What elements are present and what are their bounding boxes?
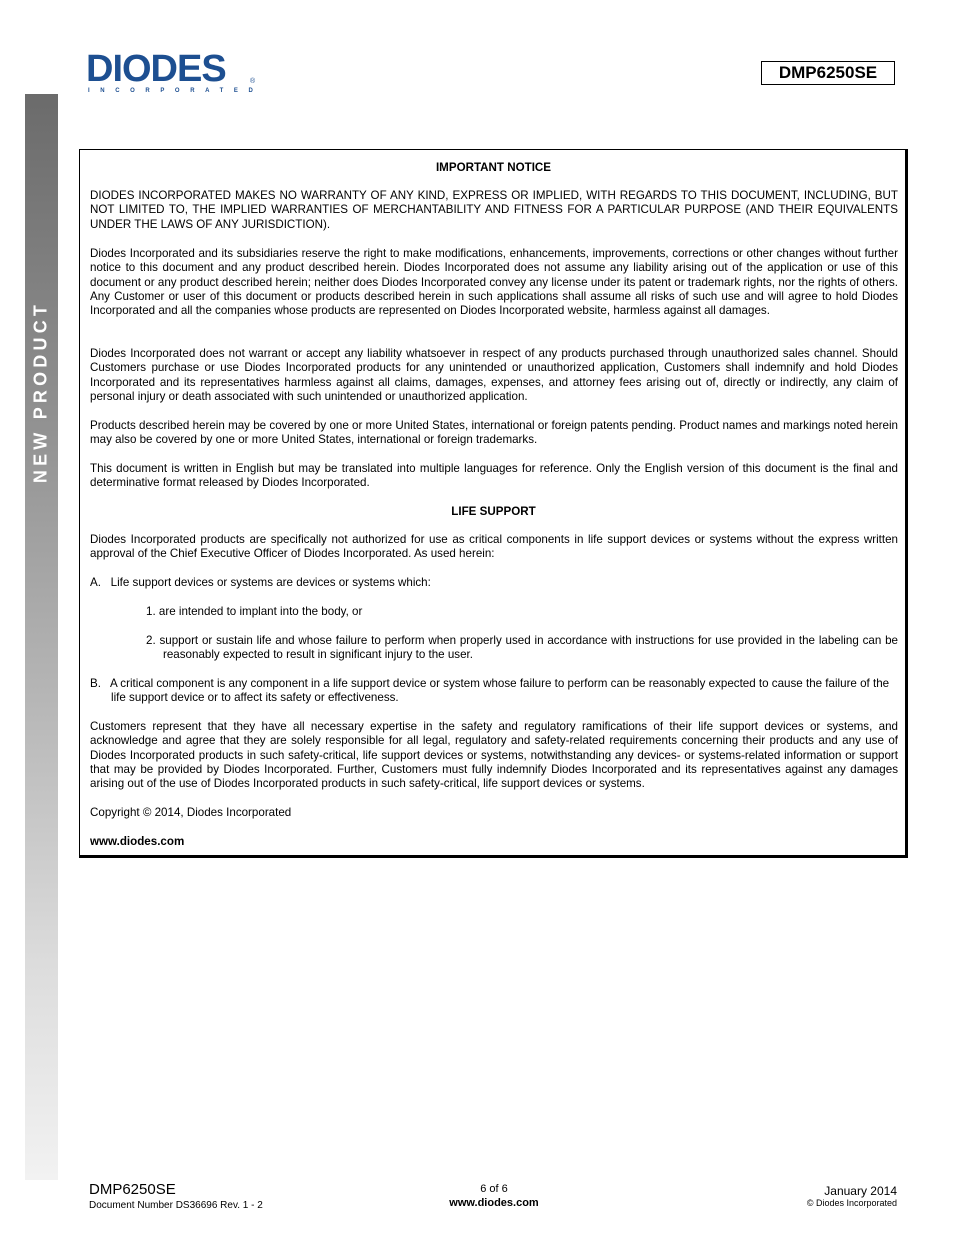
life-support-intro: Diodes Incorporated products are specifically not authorized for use as critical components in life support devices or systems without the express written approval of the Chief Executive Officer of Diodes Incorporated. As used herein:	[90, 533, 898, 561]
notice-paragraph-language: This document is written in English but may be translated into multiple languages for reference. Only the English version of this document is the final and determinative format released by Diodes Incorporated.	[90, 462, 898, 490]
life-support-item-a2: 2. support or sustain life and whose failure to perform when properly used in accordance with instructions for use provided in the labeling can be reasonably expected to result in significant injury to the user.	[146, 634, 898, 662]
footer-part-number: DMP6250SE	[89, 1181, 176, 1198]
footer-page-number: 6 of 6	[480, 1183, 508, 1195]
logo-subtext: INCORPORATED	[88, 88, 264, 94]
footer-website-link[interactable]: www.diodes.com	[449, 1197, 539, 1209]
life-support-title: LIFE SUPPORT	[451, 505, 536, 518]
life-support-item-a: A. Life support devices or systems are devices or systems which:	[90, 576, 431, 589]
life-support-item-b: B. A critical component is any component in a life support device or system whose failure to perform can be reasonably expected to cause the failure of the life support device or to affect its safety or effectiveness.	[90, 677, 893, 705]
important-notice-title: IMPORTANT NOTICE	[435, 161, 552, 174]
notice-website-link[interactable]: www.diodes.com	[90, 835, 185, 848]
part-number-box: DMP6250SE	[761, 61, 895, 85]
notice-paragraph-warranty: DIODES INCORPORATED MAKES NO WARRANTY OF ANY KIND, EXPRESS OR IMPLIED, WITH REGARDS TO THIS DOCUMENT, INCLUDING, BUT NOT LIMITED TO, THE IMPLIED WARRANTIES OF MERCHANTABILITY AND FITNESS FOR A PARTICULAR PURPOSE (AND THEIR EQUIVALENTS UNDER THE LAWS OF ANY JURISDICTION).	[90, 189, 898, 231]
registered-mark: ®	[250, 78, 256, 85]
footer-copyright: © Diodes Incorporated	[806, 1198, 897, 1208]
footer-document-number: Document Number DS36696 Rev. 1 - 2	[89, 1200, 263, 1211]
side-banner-label: NEW PRODUCT	[30, 300, 51, 484]
copyright-line: Copyright © 2014, Diodes Incorporated	[90, 806, 292, 819]
notice-paragraph-patents: Products described herein may be covered by one or more United States, international or foreign patents pending. Product names and markings noted herein may also be covered by one or more United States, international or foreign trademarks.	[90, 419, 898, 447]
life-support-customer-paragraph: Customers represent that they have all necessary expertise in the safety and regulatory ramifications of their life support devices or systems, and acknowledge and agree that they are solely responsible for all legal, regulatory and safety-related requirements concerning their products and any use of Diodes Incorporated products in such safety-critical, life support devices or systems, notwithstanding any devices- or systems-related information or support that may be provided by Diodes Incorporated. Further, Customers must fully indemnify Diodes Incorporated and its representatives against any damages arising out of the use of Diodes Incorporated products in such safety-critical, life support devices or systems.	[90, 720, 898, 791]
footer-date: January 2014	[824, 1184, 897, 1198]
logo-wordmark: DIODES	[86, 48, 226, 90]
life-support-item-a1: 1. are intended to implant into the body, or	[146, 605, 363, 618]
diodes-logo	[86, 48, 264, 98]
side-banner	[25, 94, 58, 1180]
notice-paragraph-liability: Diodes Incorporated does not warrant or accept any liability whatsoever in respect of any products purchased through unauthorized sales channel. Should Customers purchase or use Diodes Incorporated products for any unintended or unauthorized application, Customers shall indemnify and hold Diodes Incorporated and its representatives harmless against all claims, damages, expenses, and attorney fees arising out of, directly or indirectly, any claim of personal injury or death associated with such unintended or unauthorized application.	[90, 347, 898, 403]
notice-paragraph-modifications: Diodes Incorporated and its subsidiaries reserve the right to make modifications, enhancements, improvements, corrections or other changes without further notice to this document and any product described herein. Diodes Incorporated does not assume any liability arising out of the application or use of this document or any product described herein; neither does Diodes Incorporated convey any license under its patent or trademark rights, nor the rights of others. Any Customer or user of this document or products described herein in such applications shall assume all risks of such use and will agree to hold Diodes Incorporated and all the companies whose products are represented on Diodes Incorporated website, harmless against all damages.	[90, 247, 898, 318]
